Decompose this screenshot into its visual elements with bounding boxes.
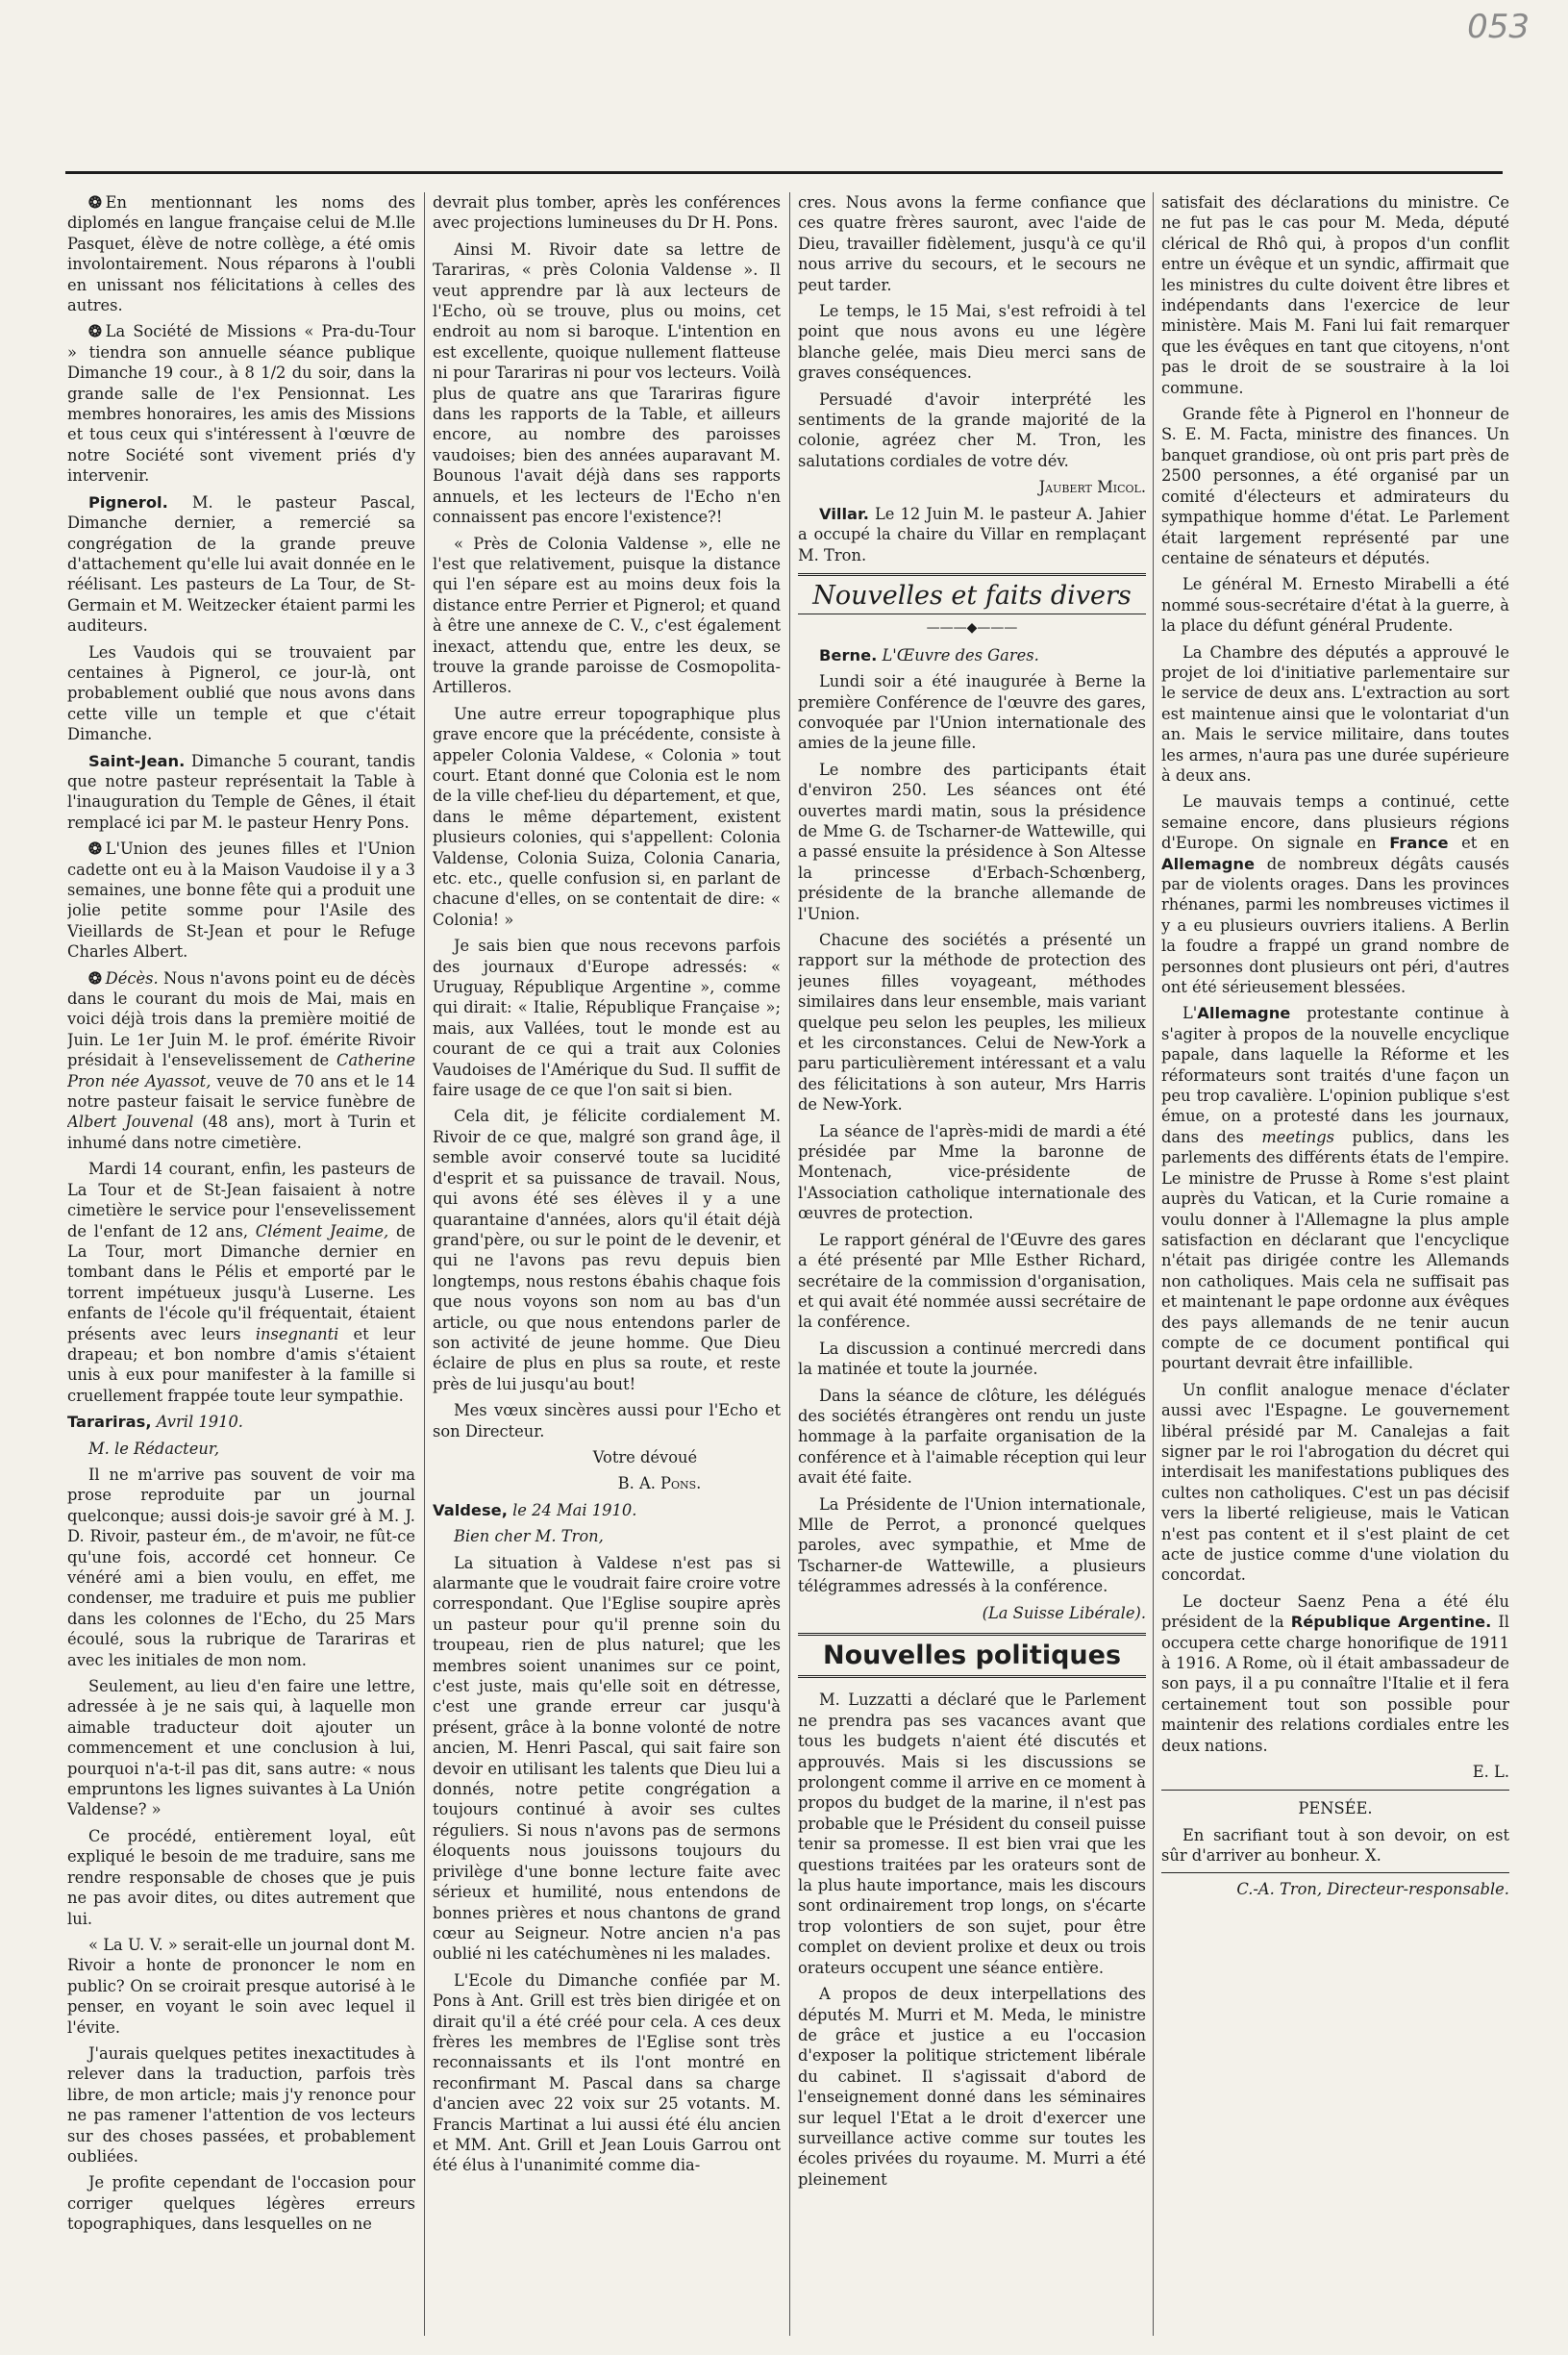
paragraph: J'aurais quelques petites inexactitudes à relever dans la traduction, parfois très libre, de mon article; mais j'y renonce pour ne pas ramener l'attention de vos lecteurs sur des choses passées, et probablement oubliées. bbox=[67, 2043, 415, 2166]
bullet-icon: ❂ bbox=[88, 839, 102, 859]
paragraph: La situation à Valdese n'est pas si alarmante que le voudrait faire croire votre correspondant. Que l'Eglise soupire après un pasteur pour qu'il prenne soin du troupeau, rien de plus naturel; que les membres soient unanimes sur ce point, c'est juste, mais qu'elle soit en détresse, c'est une grande erreur car jusqu'à présent, grâce à la bonne volonté de notre ancien, M. Henri Pascal, qui sait faire son devoir en utilisant les talents que Dieu lui a donnés, notre petite congrégation a toujours continué à avoir ses cultes réguliers. Si nous n'avons pas de sermons éloquents nous jouissons toujours du privilège d'une bonne lecture faite avec sérieux et humilité, nous entendons de bonnes prières et nous chantons de grand cœur au Seigneur. Notre ancien n'a pas oublié ni les catéchumènes ni les malades. bbox=[433, 1553, 781, 1964]
signature: E. L. bbox=[1472, 1763, 1509, 1782]
editor-footer: C.-A. Tron, Directeur-responsable. bbox=[1161, 1872, 1509, 1899]
section-title-nouvelles-faits-divers: Nouvelles et faits divers bbox=[798, 573, 1146, 614]
bullet-icon: ❂ bbox=[88, 322, 102, 341]
paragraph: Dans la séance de clôture, les délégués des sociétés étrangères ont rendu un juste hommage à la parfaite organisation de la conférence et à l'aimable réception qui leur avait été faite. bbox=[798, 1386, 1146, 1488]
paragraph: Un conflit analogue menace d'éclater aussi avec l'Espagne. Le gouvernement libéral présidé par M. Canalejas a fait signer par le roi l'abrogation du décret qui interdisait les manifestations publiques des cultes non catholiques. C'est un pas décisif vers la liberté religieuse, mais le Vatican n'est pas content et il s'est plaint de cet acte de justice comme d'une violation du concordat. bbox=[1161, 1380, 1509, 1585]
paragraph: devrait plus tomber, après les conférences avec projections lumineuses du Dr H. Pons. bbox=[433, 193, 781, 233]
paragraph: Une autre erreur topographique plus grave encore que la précédente, consiste à appeler Colonia Valdese, « Colonia » tout court. Etant donné que Colonia est le nom de la ville chef-lieu du département, et que, dans le même département, existent plusieurs colonies, qui s'appellent: Colonia Valdense, Colonia Suiza, Colonia Canaria, etc. etc., quelle confusion si, en parlant de chacune d'elles, on se contentait de dire: « Colonia! » bbox=[433, 704, 781, 929]
column-3 bbox=[798, 192, 1146, 2336]
paragraph: Ce procédé, entièrement loyal, eût expliqué le besoin de me traduire, sans me rendre responsable de choses que je puis ne pas avoir dites, ou dites autrement que lui. bbox=[67, 1826, 415, 1928]
paragraph: La Présidente de l'Union internationale, Mlle de Perrot, a prononcé quelques paroles, avec sympathie, et Mme de Tscharner-de Wattewille, a plusieurs télégrammes adressés à la conférence. bbox=[798, 1494, 1146, 1596]
paragraph: L'Allemagne protestante continue à s'agiter à propos de la nouvelle encyclique papale, dans laquelle la Réforme et les réformateurs sont traités d'une façon un peu trop cavalière. L'opinion publique s'est émue, on a protesté dans les journaux, dans des meetings publics, dans les parlements des différents états de l'empire. Le ministre de Prusse à Rome s'est plaint auprès du Vatican, et la Curie romaine a voulu donner à l'Allemagne la plus ample satisfaction en déclarant que l'encyclique n'était pas dirigée contre les Allemands non catholiques. Mais cela ne suffisait pas et maintenant le pape ordonne aux évêques des pays allemands de ne tenir aucun compte de ce document pontifical qui pourtant devrait être infaillible. bbox=[1161, 1004, 1509, 1373]
paragraph: Chacune des sociétés a présenté un rapport sur la méthode de protection des jeunes filles voyageant, méthodes similaires dans leur ensemble, mais variant quelque peu selon les peuples, les milieux et les circonstances. Celui de New-York a paru particulièrement intéressant et a valu des félicitations à son auteur, Mrs Harris de New-York. bbox=[798, 931, 1146, 1115]
paragraph: Persuadé d'avoir interprété les sentiments de la grande majorité de la colonie, agréez cher M. Tron, les salutations cordiales de votre dév. bbox=[798, 389, 1146, 470]
paragraph: Cela dit, je félicite cordialement M. Rivoir de ce que, malgré son grand âge, il semble avoir conservé toute sa lucidité d'esprit et sa puissance de travail. Nous, qui avons été ses élèves il y a une quarantaine d'années, alors qu'il était déjà grand'père, ou sur le point de le devenir, et qui ne l'avons pas revu depuis bien longtemps, nous restons ébahis chaque fois que nous voyons son nom au bas d'un article, ou que nous entendons parler de son activité de jeune homme. Que Dieu éclaire de plus en plus sa route, et reste près de lui jusqu'au bout! bbox=[433, 1107, 781, 1393]
paragraph: La Chambre des députés a approuvé le projet de loi d'initiative parlementaire sur le service de deux ans. L'extraction au sort est maintenue ainsi que le volontariat d'un an. Mais le service militaire, dans toutes les armes, n'aura pas une durée supérieure à deux ans. bbox=[1161, 642, 1509, 785]
paragraph: L'Ecole du Dimanche confiée par M. Pons à Ant. Grill est très bien dirigée et on dirait qu'il a été créé pour cela. A ces deux frères les membres de l'Eglise sont très reconnaissants et ils l'ont montré en reconfirmant M. Pascal dans sa charge d'ancien avec 22 voix sur 25 votants. M. Francis Martinat a lui aussi été élu ancien et MM. Ant. Grill et Jean Louis Garrou ont été élus à l'unanimité comme dia- bbox=[433, 1970, 781, 2175]
paragraph: Mardi 14 courant, enfin, les pasteurs de La Tour et de St-Jean faisaient à notre cimetière le service pour l'ensevelissement de l'enfant de 12 ans, Clément Jeaime, de La Tour, mort Dimanche dernier en tombant dans le Pélis et emporté par le torrent impétueux jusqu'à Luserne. Les enfants de l'école qu'il fréquentait, étaient présents avec leurs insegnanti et leur drapeau; et bon nombre d'amis s'étaient unis à eux pour manifester à la famille si cruellement frappée toute leur sympathie. bbox=[67, 1160, 415, 1405]
news-item-villar: Villar. Le 12 Juin M. le pasteur A. Jahier a occupé la chaire du Villar en remplaçant M. Tron. bbox=[798, 504, 1146, 564]
paragraph: La séance de l'après-midi de mardi a été présidée par Mme la baronne de Montenach, vice-présidente de l'Association catholique internationale des œuvres de protection. bbox=[798, 1121, 1146, 1223]
bullet-icon: ❂ bbox=[88, 193, 102, 212]
letter-heading-valdese: Valdese, le 24 Mai 1910. bbox=[433, 1500, 637, 1519]
pensee-text: En sacrifiant tout à son devoir, on est sûr d'arriver au bonheur. X. bbox=[1161, 1825, 1509, 1866]
paragraph: La discussion a continué mercredi dans la matinée et toute la journée. bbox=[798, 1339, 1146, 1379]
paragraph: Le mauvais temps a continué, cette semaine encore, dans plusieurs régions d'Europe. On signale en France et en Allemagne de nombreux dégâts causés par de violents orages. Dans les provinces rhénanes, parmi les nombreuses victimes il y a eu plusieurs ouvriers italiens. A Berlin la foudre a frappé un grand nombre de personnes dont plusieurs ont péri, d'autres ont été sérieusement blessées. bbox=[1161, 792, 1509, 997]
paragraph: « La U. V. » serait-elle un journal dont M. Rivoir a honte de prononcer le nom en public? On se croirait presque autorisé à le penser, en voyant le soin avec lequel il l'évite. bbox=[67, 1935, 415, 2037]
paragraph: Je profite cependant de l'occasion pour corriger quelques légères erreurs topographiques, dans lesquelles on ne bbox=[67, 2173, 415, 2234]
paragraph: A propos de deux interpellations des députés M. Murri et M. Meda, le ministre de grâce et justice a eu l'occasion d'exposer la politique strictement libérale du cabinet. Il s'agissait d'abord de l'enseignement donné dans les séminaires sur lequel l'Etat a le droit d'exercer une surveillance active comme sur toutes les écoles privées du royaume. M. Murri a été pleinement bbox=[798, 1985, 1146, 2189]
paragraph: Le temps, le 15 Mai, s'est refroidi à tel point que nous avons eu une légère blanche gelée, mais Dieu merci sans de graves conséquences. bbox=[798, 302, 1146, 383]
news-item-berne: Berne. L'Œuvre des Gares. bbox=[819, 645, 1039, 664]
paragraph: ❂ En mentionnant les noms des diplomés en langue française celui de M.lle Pasquet, élève de notre collège, a été omis involontairement. Nous réparons à l'oubli en unissant nos félicitations à celles des autres. bbox=[67, 193, 415, 315]
bullet-icon: ❂ bbox=[88, 968, 102, 988]
paragraph: « Près de Colonia Valdense », elle ne l'est que relativement, puisque la distance qui l'en sépare est au moins deux fois la distance entre Perrier et Pignerol; et quand à être une annexe de C. V., c'est également inexact, attendu que, entre les deux, se trouve la grande paroisse de Cosmopolita-Artilleros. bbox=[433, 534, 781, 697]
signature-line: Votre dévoué bbox=[592, 1447, 698, 1466]
paragraph: Le nombre des participants était d'environ 250. Les séances ont été ouvertes mardi matin, sous la présidence de Mme G. de Tscharner-de Wattewille, qui a passé ensuite la présidence à Son Altesse la princesse d'Erbach-Schœnberg, présidente de la branche allemande de l'Union. bbox=[798, 760, 1146, 923]
page-number: 053 bbox=[1467, 8, 1530, 46]
news-item-pignerol: Pignerol. M. le pasteur Pascal, Dimanche dernier, a remercié sa congrégation de la grande preuve d'attachement qu'elle lui avait donnée en le réélisant. Les pasteurs de La Tour, de St-Germain et M. Weitzecker étaient parmi les auditeurs. bbox=[67, 492, 415, 636]
signature-name: B. A. Pons. bbox=[617, 1474, 702, 1493]
divider bbox=[1161, 1790, 1509, 1791]
deaths-notice: ❂ Décès. Nous n'avons point eu de décès dans le courant du mois de Mai, mais en voici déjà trois dans la première moitié de Juin. Le 1er Juin M. le prof. émérite Rivoir présidait à l'ensevelissement de Catherine Pron née Ayassot, veuve de 70 ans et le 14 notre pasteur faisait le service funèbre de Albert Jouvenal (48 ans), mort à Turin et inhumé dans notre cimetière. bbox=[67, 968, 415, 1152]
paragraph: Seulement, au lieu d'en faire une lettre, adressée à je ne sais qui, à laquelle mon aimable traducteur doit ajouter un commencement et une conclusion à lui, pourquoi n'a-t-il pas dit, sans autre: « nous empruntons les lignes suivantes à La Unión Valdense? » bbox=[67, 1677, 415, 1819]
paragraph: ❂ La Société de Missions « Pra-du-Tour » tiendra son annuelle séance publique Dimanche 19 cour., à 8 1/2 du soir, dans la grande salle de l'ex Pensionnat. Les membres honoraires, les amis des Missions et tous ceux qui s'intéressent à l'œuvre de notre Société sont vivement priés d'y intervenir. bbox=[67, 322, 415, 486]
paragraph: satisfait des déclarations du ministre. Ce ne fut pas le cas pour M. Meda, député clérical de Rhô qui, à propos d'un conflit entre un évêque et un syndic, affirmait que les ministres du culte doivent être libres et indépendants dans l'exercice de leur ministère. Mais M. Fani lui fait remarquer que les évêques en tant que citoyens, n'ont pas le droit de se soustraire à la loi commune. bbox=[1161, 193, 1509, 397]
paragraph: M. Luzzatti a déclaré que le Parlement ne prendra pas ses vacances avant que tous les budgets n'aient été discutés et approuvés. Mais si les discussions se prolongent comme il arrive en ce moment à propos du budget de la marine, il n'est pas probable que le Président du conseil puisse tenir sa promesse. Il est bien vrai que les questions traitées par les orateurs sont de la plus haute importance, mais les discours sont ordinairement trop longs, on s'écarte trop volontiers de son sujet, pour être complet on devient prolixe et deux ou trois orateurs occupent une séance entière. bbox=[798, 1691, 1146, 1977]
header-rule bbox=[65, 171, 1503, 174]
column-1 bbox=[67, 192, 415, 2336]
paragraph: Il ne m'arrive pas souvent de voir ma prose reproduite par un journal quelconque; aussi dois-je savoir gré à M. J. D. Rivoir, pasteur ém., de m'avoir, ne fût-ce qu'une fois, accordé cet honneur. Ce vénéré ami a bien voulu, en effet, me condenser, me traduire et puis me publier dans les colonnes de l'Echo, du 25 Mars écoulé, sous la rubrique de Tarariras et avec les initiales de mon nom. bbox=[67, 1465, 415, 1669]
ornament-icon: ———◆——— bbox=[926, 620, 1018, 637]
section-title-nouvelles-politiques: Nouvelles politiques bbox=[798, 1633, 1146, 1678]
pensee-title: PENSÉE. bbox=[1298, 1799, 1373, 1818]
paragraph: Ainsi M. Rivoir date sa lettre de Tarariras, « près Colonia Valdense ». Il veut apprendre par là aux lecteurs de l'Echo, où se trouve, plus ou moins, cet endroit au nom si baroque. L'intention en est excellente, quoique nullement flatteuse ni pour Tarariras ni pour vos lecteurs. Voilà plus de quatre ans que Tarariras figure dans les rapports de la Table, et ailleurs encore, au nombre des paroisses vaudoises; bien des années auparavant M. Bounous l'avait déjà dans ses rapports annuels, et les lecteurs de l'Echo n'en connaissent pas encore l'existence?! bbox=[433, 239, 781, 527]
signature: Jaubert Micol. bbox=[1038, 478, 1146, 497]
column-divider bbox=[789, 192, 790, 2336]
letter-heading-tarariras: Tarariras, Avril 1910. bbox=[67, 1413, 243, 1432]
paragraph: Le général M. Ernesto Mirabelli a été nommé sous-secrétaire d'état à la guerre, à la place du défunt général Prudente. bbox=[1161, 575, 1509, 636]
letter-salutation: M. le Rédacteur, bbox=[88, 1439, 220, 1458]
paragraph: Je sais bien que nous recevons parfois des journaux d'Europe adressés: « Uruguay, République Argentine », comme qui dirait: « Italie, République Française »; mais, aux Vallées, tout le monde est au courant de ce qui a trait aux Colonies Vaudoises de l'Amérique du Sud. Il suffit de faire usage de ce que l'on sait si bien. bbox=[433, 937, 781, 1100]
paragraph: Le rapport général de l'Œuvre des gares a été présenté par Mlle Esther Richard, secrétaire de la commission d'organisation, et qui avait été nommée aussi secrétaire de la conférence. bbox=[798, 1230, 1146, 1332]
paragraph: Mes vœux sincères aussi pour l'Echo et son Directeur. bbox=[433, 1401, 781, 1441]
source-credit: (La Suisse Libérale). bbox=[982, 1603, 1146, 1622]
paragraph: Les Vaudois qui se trouvaient par centaines à Pignerol, ce jour-là, ont probablement oublié que nous avons dans cette ville un temple et que c'était Dimanche. bbox=[67, 642, 415, 744]
column-4 bbox=[1161, 192, 1509, 2336]
paragraph: Le docteur Saenz Pena a été élu président de la République Argentine. Il occupera cette charge honorifique de 1911 à 1916. A Rome, où il était ambassadeur de son pays, il a pu connaître l'Italie et il fera certainement tout son possible pour maintenir des relations cordiales entre les deux nations. bbox=[1161, 1591, 1509, 1755]
column-divider bbox=[1153, 192, 1154, 2336]
column-divider bbox=[424, 192, 425, 2336]
paragraph: cres. Nous avons la ferme confiance que ces quatre frères sauront, avec l'aide de Dieu, travailler fidèlement, jusqu'à ce qu'il nous arrive du secours, et le secours ne peut tarder. bbox=[798, 193, 1146, 294]
letter-salutation: Bien cher M. Tron, bbox=[454, 1527, 604, 1546]
column-2 bbox=[433, 192, 781, 2336]
paragraph: Grande fête à Pignerol en l'honneur de S. E. M. Facta, ministre des finances. Un banquet grandiose, où ont pris part près de 2500 personnes, a été organisé par un comité d'électeurs et admirateurs du sympathique homme d'état. Le Parlement était largement représenté par une centaine de sénateurs et députés. bbox=[1161, 405, 1509, 567]
paragraph: Lundi soir a été inaugurée à Berne la première Conférence de l'œuvre des gares, convoquée par l'Union internationale des amies de la jeune fille. bbox=[798, 672, 1146, 753]
news-item-saint-jean: Saint-Jean. Dimanche 5 courant, tandis que notre pasteur représentait la Table à l'inauguration du Temple de Gênes, il était remplacé ici par M. le pasteur Henry Pons. bbox=[67, 751, 415, 832]
paragraph: ❂ L'Union des jeunes filles et l'Union cadette ont eu à la Maison Vaudoise il y a 3 semaines, une bonne fête qui a produit une jolie petite somme pour l'Asile des Vieillards de St-Jean et pour le Refuge Charles Albert. bbox=[67, 839, 415, 962]
